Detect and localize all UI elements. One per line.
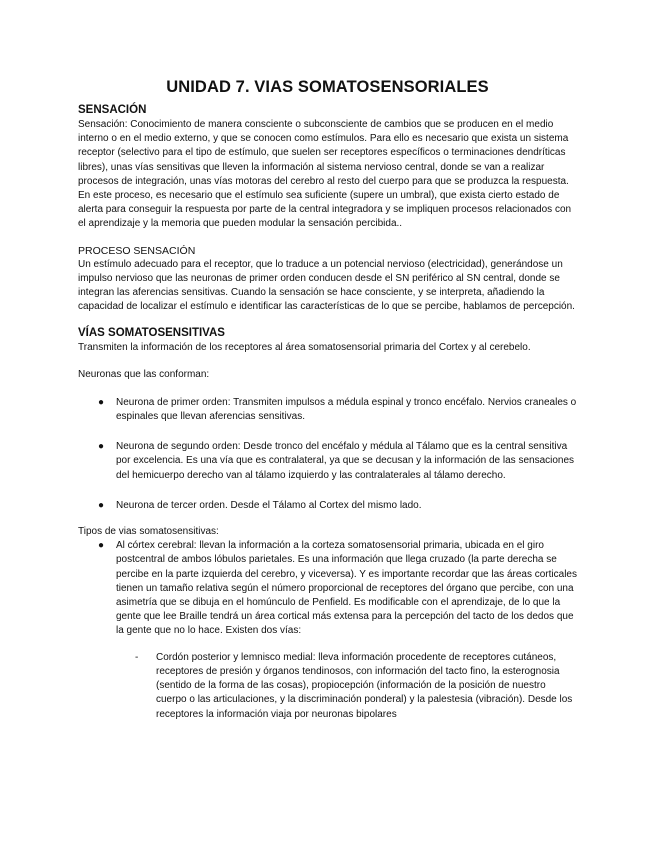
section-sensacion (78, 103, 577, 232)
list-item (78, 440, 577, 483)
neuronas-intro: Neuronas que las conforman: (78, 368, 210, 380)
heading-proceso: PROCESO SENSACIÓN (78, 244, 196, 257)
list-item (78, 539, 577, 638)
section-vias (78, 326, 577, 355)
list-item (78, 499, 577, 513)
bullet-icon: ● (98, 499, 105, 511)
section-proceso (78, 244, 577, 315)
section-tipos (78, 525, 577, 722)
heading-vias: VÍAS SOMATOSENSITIVAS (78, 327, 225, 340)
tipos-intro: Tipos de vias somatosensitivas: (78, 526, 219, 538)
list-item-text: Neurona de tercer orden. Desde el Tálamo al Cortex del mismo lado. (116, 499, 422, 511)
bullet-icon: ● (98, 540, 105, 552)
neuronas-list (78, 396, 577, 513)
heading-sensacion: SENSACIÓN (78, 104, 147, 116)
tipos-list (78, 539, 577, 638)
list-item (78, 651, 577, 722)
paragraph-proceso: Un estímulo adecuado para el receptor, que lo traduce a un potencial nervioso (electricidad), generándose un impulso nervioso que las neuronas de primer orden conducen desde el SN periférico al SN central, donde se integran las aferencias sensitivas. Cuando la sensación se hace consciente, y se interpreta, añadiendo la capacidad de localizar el estímulo e identificar las características de lo que se percibe, hablamos de percepción. (78, 258, 575, 313)
tipos-sublist (78, 651, 577, 722)
list-item-text: Cordón posterior y lemnisco medial: lleva información procedente de receptores cutáneos, receptores de presión y órganos tendinosos, con información del tacto fino, la esterognosia (sentido de la forma de las cosas), propiocepción (información de la posición de nuestro cuerpo o las articulaciones, y la discriminación ponderal) y la palestesia (vibración). Desde los receptores la información viaja por neuronas bipolares (156, 651, 573, 720)
page-title: UNIDAD 7. VIAS SOMATOSENSORIALES (166, 78, 489, 96)
list-item-text: Neurona de segundo orden: Desde tronco del encéfalo y médula al Tálamo que es la central sensitiva por excelencia. Es una vía que es contralateral, ya que se decusan y la información de las sensaciones del hemicuerpo derecho van al tálamo izquierdo y las contralaterales al tálamo derecho. (116, 441, 575, 481)
list-item-text: Al córtex cerebral: llevan la información a la corteza somatosensorial primaria, ubicada en el giro postcentral de ambos lóbulos parietales. Es una información que llega cruzado (la parte derecha se percibe en la parte izquierda del cerebro, y viceversa). Y es importante recordar que las áreas corticales tienen un tamaño relativa según el número proporcional de receptores del órgano que percibe, con una asimetría que se dibuja en el homúnculo de Penfield. Es modificable con el aprendizaje, de lo que la gente que lee Braille tendrá un área cortical más extensa para la percepción del tacto de los dedos que la gente que no lo hace. Existen dos vías: (116, 540, 577, 637)
paragraph-sensacion: Sensación: Conocimiento de manera consciente o subconsciente de cambios que se producen en el medio interno o en el medio externo, y que se conocen como estímulos. Para ello es necesario que exista un sistema receptor (selectivo para el tipo de estímulo, que suelen ser receptores específicos o terminaciones dendríticas libres), unas vías sensitivas que lleven la información al sistema nervioso central, donde se van a realizar procesos de integración, unas vías motoras del cerebro al resto del cuerpo para que se produzca la respuesta. En este proceso, es necesario que el estímulo sea suficiente (supere un umbral), que exista cierto estado de alerta para conseguir la respuesta por parte de la central integradora y se impliquen procesos relacionados con el aprendizaje y la memoria que pueden modular la sensación percibida.. (78, 119, 572, 230)
bullet-icon: ● (98, 396, 105, 408)
paragraph-vias: Transmiten la información de los receptores al área somatosensorial primaria del Cortex y al cerebelo. (78, 342, 531, 354)
dash-icon: - (135, 651, 139, 663)
list-item-text: Neurona de primer orden: Transmiten impulsos a médula espinal y tronco encéfalo. Nervios craneales o espinales que llevan aferencias sensitivas. (116, 396, 577, 423)
section-neuronas (78, 368, 577, 513)
bullet-icon: ● (98, 441, 105, 453)
list-item (78, 396, 577, 424)
